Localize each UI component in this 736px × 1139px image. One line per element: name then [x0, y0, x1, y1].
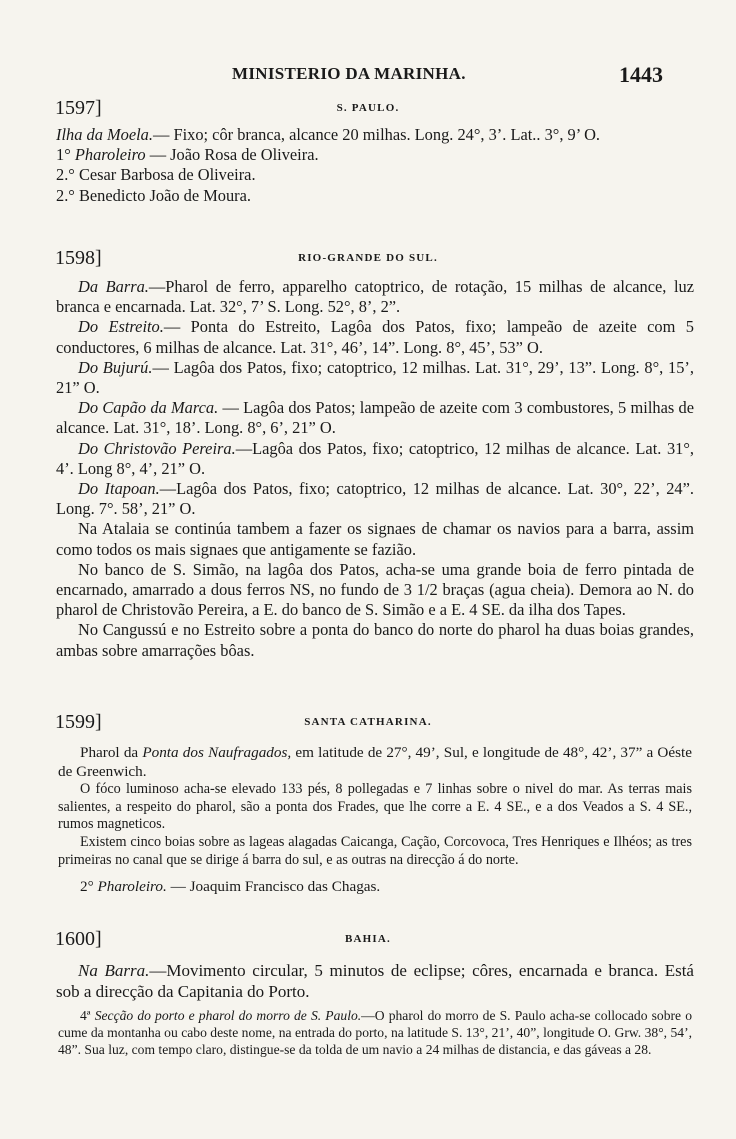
section-1598: [0, 247, 736, 661]
paragraph: 4ª Secção do porto e pharol do morro de S. Paulo.—O pharol do morro de S. Paulo acha-se collocado sobre o cume da montanha ou cabo deste nome, na entrada do porto, na latitude S. 13°, 21’, 40”, longitude O. Grw. 38°, 54’, 48”. Sua luz, com tempo claro, distingue-se da tolda de um navio a 24 milhas de distancia, e das gáveas a 28.: [58, 1008, 692, 1057]
section-title: SANTA CATHARINA.: [304, 716, 432, 728]
paragraph: 1° Pharoleiro — João Rosa de Oliveira.: [56, 145, 319, 165]
paragraph-lead: Ponta dos Naufragados,: [142, 744, 292, 761]
paragraph: Do Itapoan.—Lagôa dos Patos, fixo; catoptrico, 12 milhas de alcance. Lat. 30°, 22’, 24”. Long. 7°. 58’, 21” O.: [56, 479, 695, 519]
section-number: 1599]: [55, 711, 102, 733]
running-title: MINISTERIO DA MARINHA.: [232, 64, 466, 83]
section-body: [58, 743, 692, 895]
paragraph: O fóco luminoso acha-se elevado 133 pés, 8 pollegadas e 7 linhas sobre o nivel do mar. As terras mais salientes, a respeito do pharol, são a ponta dos Frades, que lhe corre a E. 4 SE., e a dos Veados a S. 4 SE., rumos magneticos.: [58, 781, 692, 833]
paragraph: Do Christovão Pereira.—Lagôa dos Patos, fixo; catoptrico, 12 milhas de alcance. Lat. 31°, 4’. Long 8°, 4’, 21” O.: [56, 438, 695, 478]
section-1597: [0, 97, 736, 206]
paragraph: Do Estreito.— Ponta do Estreito, Lagôa dos Patos, fixo; lampeão de azeite com 5 conductores, 6 milhas de alcance. Lat. 31°, 46’, 14”. Long. 8°, 45’, 53” O.: [56, 317, 694, 357]
paragraph: Ilha da Moela.— Fixo; côr branca, alcance 20 milhas. Long. 24°, 3’. Lat.. 3°, 9’ O.: [56, 125, 601, 144]
section-body: [56, 277, 694, 661]
section-body: [56, 125, 694, 206]
paragraph: No Cangussú e no Estreito sobre a ponta do banco do norte do pharol ha duas boias grandes, ambas sobre amarrações bôas.: [56, 620, 694, 660]
section-number: 1598]: [55, 247, 102, 269]
running-head: [0, 62, 736, 88]
page-number: 1443: [619, 62, 663, 87]
section-number: 1600]: [55, 928, 102, 950]
paragraph-lead: Do Christovão Pereira.: [78, 438, 236, 458]
section-body: [58, 1008, 692, 1058]
paragraph: Pharol da Ponta dos Naufragados, em latitude de 27°, 49’, Sul, e longitude de 48°, 42’, 37” a Oéste de Greenwich.: [58, 744, 693, 780]
section-1600: [0, 928, 736, 1058]
paragraph-lead: Do Bujurú.: [78, 357, 153, 377]
section-header: [0, 711, 736, 737]
section-1599: [0, 711, 736, 895]
paragraph: Na Atalaia se continúa tambem a fazer os signaes de chamar os navios para a barra, assim como todos os mais signaes que antigamente se fazião.: [56, 519, 694, 559]
paragraph: Do Bujurú.— Lagôa dos Patos, fixo; catoptrico, 12 milhas. Lat. 31°, 29’, 13”. Long. 8°, 15’, 21” O.: [56, 357, 694, 398]
section-header: [0, 928, 736, 954]
paragraph-lead: Da Barra.: [78, 277, 149, 296]
paragraph-lead: Do Estreito.: [78, 317, 164, 337]
paragraph-lead: Na Barra.: [78, 961, 150, 980]
paragraph-lead: Do Itapoan.: [78, 479, 160, 499]
paragraph: 2.° Cesar Barbosa de Oliveira.: [56, 165, 256, 185]
paragraph-lead: Secção do porto e pharol do morro de S. Paulo.: [94, 1008, 362, 1023]
paragraph: Do Capão da Marca. — Lagôa dos Patos; lampeão de azeite com 3 combustores, 5 milhas de alcance. Lat. 31°, 18’. Long. 8°, 6’, 21” O.: [56, 398, 694, 438]
paragraph: Da Barra.—Pharol de ferro, apparelho catoptrico, de rotação, 15 milhas de alcance, luz branca e encarnada. Lat. 32°, 7’ S. Long. 52°, 8’, 2”.: [56, 277, 695, 317]
paragraph: 2.° Benedicto João de Moura.: [56, 185, 251, 205]
section-number: 1597]: [55, 97, 102, 119]
paragraph: Existem cinco boias sobre as lageas alagadas Caicanga, Cação, Corcovoca, Tres Henriques e Ilhéos; as tres primeiras no canal que se dirige á barra do sul, e as outras na direcção á do norte.: [58, 834, 692, 868]
section-header: [0, 247, 736, 273]
section-body: [56, 960, 694, 1002]
section-title: S. PAULO.: [336, 102, 400, 114]
paragraph: Na Barra.—Movimento circular, 5 minutos de eclipse; côres, encarnada e branca. Está sob a direcção da Capitania do Porto.: [56, 961, 694, 1001]
paragraph-lead: Do Capão da Marca.: [78, 398, 219, 418]
section-header: [0, 97, 736, 123]
paragraph: No banco de S. Simão, na lagôa dos Patos, acha-se uma grande boia de ferro pintada de encarnado, amarrado a dous ferros NS, no fundo de 3 1/2 braças (agua cheia). Demora ao N. do pharol de Christovão Pereira, a E. do banco de S. Simão e a E. 4 SE. da ilha dos Tapes.: [56, 559, 694, 620]
section-title: RIO-GRANDE DO SUL.: [298, 252, 438, 264]
section-title: BAHIA.: [344, 933, 391, 945]
paragraph: 2° Pharoleiro. — Joaquim Francisco das Chagas.: [80, 877, 381, 895]
paragraph-lead: Pharoleiro: [74, 145, 146, 165]
paragraph-lead: Ilha da Moela.: [56, 125, 153, 144]
paragraph-lead: Pharoleiro.: [97, 877, 167, 895]
